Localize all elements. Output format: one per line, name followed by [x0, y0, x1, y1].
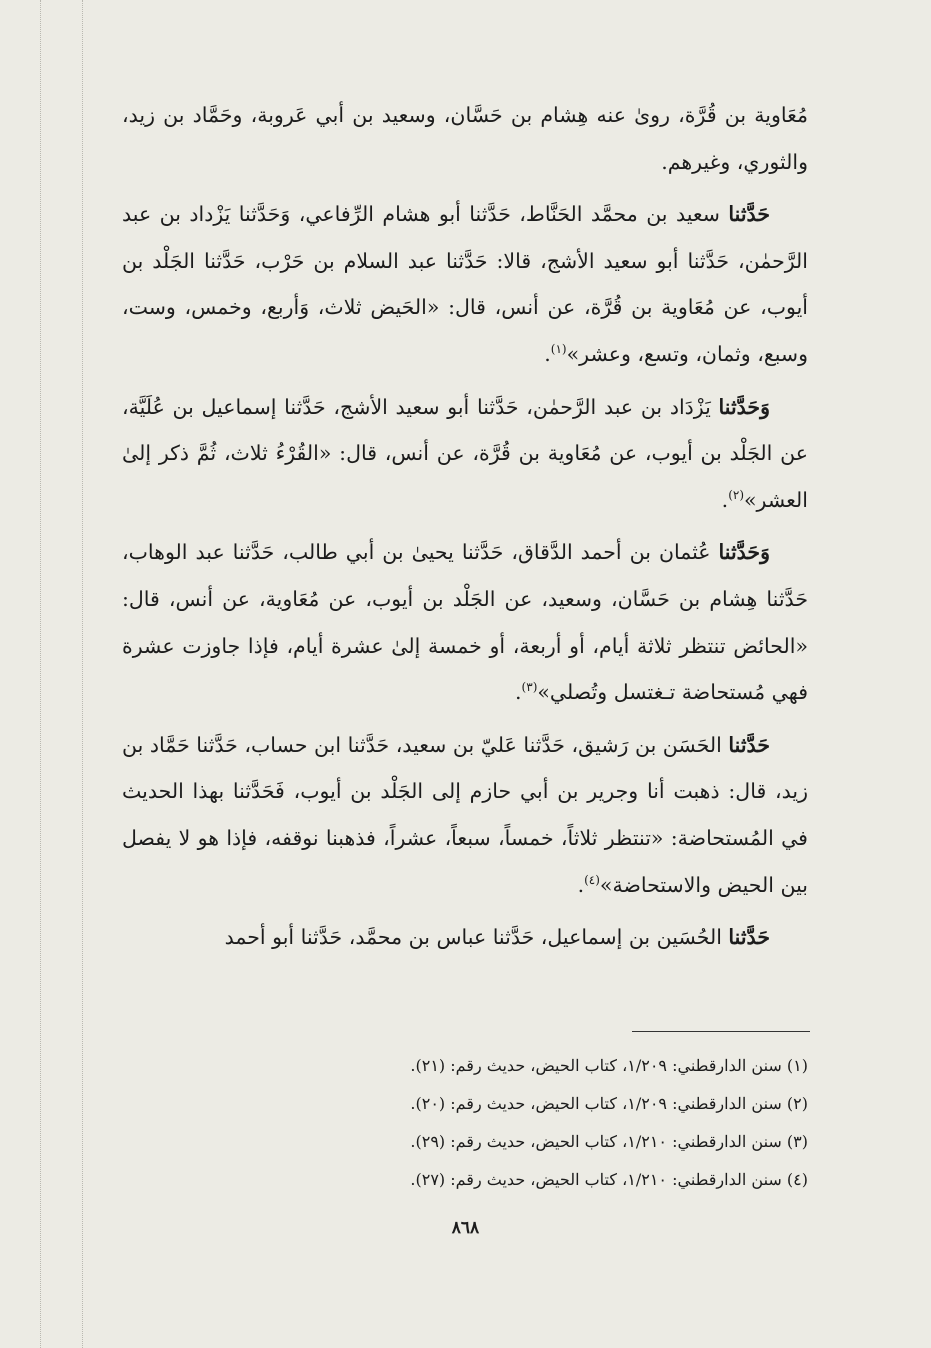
paragraph: وَحَدَّثنا يَزْدَاد بن عبد الرَّحمٰن، حَدَّثنا أبو سعيد الأشج، حَدَّثنا إسماعيل بن عُلَيَّة، عن الجَلْد بن أيوب، عن مُعَاوية بن قُرَّة، عن أنس، قال: «القُرْءُ ثلاث، ثُمَّ ذكر إلىٰ العشر»$^{(٢)}$.: [122, 394, 808, 512]
paragraph-text: الحُسَين بن إسماعيل، حَدَّثنا عباس بن محمَّد، حَدَّثنا أبو أحمد: [224, 925, 729, 950]
page-fold-line: [82, 0, 83, 1348]
paragraph-text: الحَسَن بن رَشيق، حَدَّثنا عَليّ بن سعيد، حَدَّثنا ابن حساب، حَدَّثنا حَمَّاد بن زيد، قال: ذهبت أنا وجرير بن أبي حازم إلى الجَلْد بن أيوب، فَحَدَّثنا بهذا الحديث في المُستحاضة: «تنتظر ثلاثاً، خمساً، سبعاً، عشراً، فذهبنا نوقفه، فإذا هو لا يفصل بين الحيض والاستحاضة»: [122, 732, 808, 897]
paragraph-lead: حَدَّثنا: [728, 925, 770, 950]
paragraph-lead: وَحَدَّثنا: [718, 394, 770, 419]
paragraph: [122, 914, 808, 961]
footnote-reference: (٤): [584, 872, 600, 887]
footnote-reference: (٣): [521, 680, 538, 695]
body-text: [122, 92, 808, 967]
footnote-reference: (١): [550, 342, 567, 357]
paragraph-lead: وَحَدَّثنا: [718, 540, 770, 565]
footnote-item: (١) سنن الدارقطني: ١/٢٠٩، كتاب الحيض، حديث رقم: (٢١).: [410, 1056, 808, 1075]
paragraph: حَدَّثنا سعيد بن محمَّد الحَنَّاط، حَدَّثنا أبو هشام الرِّفاعي، وَحَدَّثنا يَزْداد بن عبد الرَّحمٰن، حَدَّثنا أبو سعيد الأشج، قالا: حَدَّثنا عبد السلام بن حَرْب، حَدَّثنا الجَلْد بن أيوب، عن مُعَاوية بن قُرَّة، عن أنس، قال: «الحَيض ثلاث، وَأربع، وخمس، وست، وسبع، وثمان، وتسع، وعشر»$^{(١)}$.: [122, 202, 808, 366]
paragraph: حَدَّثنا الحَسَن بن رَشيق، حَدَّثنا عَليّ بن سعيد، حَدَّثنا ابن حساب، حَدَّثنا حَمَّاد بن زيد، قال: ذهبت أنا وجرير بن أبي حازم إلى الجَلْد بن أيوب، فَحَدَّثنا بهذا الحديث في المُستحاضة: «تنتظر ثلاثاً، خمساً، سبعاً، عشراً، فذهبنا نوقفه، فإذا هو لا يفصل بين الحيض والاستحاضة»$^{(٤)}$.: [122, 732, 808, 897]
paragraph-text: يَزْدَاد بن عبد الرَّحمٰن، حَدَّثنا أبو سعيد الأشج، حَدَّثنا إسماعيل بن عُلَيَّة، عن الجَلْد بن أيوب، عن مُعَاوية بن قُرَّة، عن أنس، قال: «القُرْءُ ثلاث، ثُمَّ ذكر إلىٰ العشر»: [122, 394, 808, 512]
footnote-item: (٤) سنن الدارقطني: ١/٢١٠، كتاب الحيض، حديث رقم: (٢٧).: [410, 1170, 808, 1189]
footnote-item: (٣) سنن الدارقطني: ١/٢١٠، كتاب الحيض، حديث رقم: (٢٩).: [410, 1132, 808, 1151]
footnote-item: (٢) سنن الدارقطني: ١/٢٠٩، كتاب الحيض، حديث رقم: (٢٠).: [410, 1094, 808, 1113]
paragraph-text: مُعَاوية بن قُرَّة، روىٰ عنه هِشام بن حَسَّان، وسعيد بن أبي عَروبة، وحَمَّاد بن زيد، والثوري، وغيرهم.: [122, 103, 808, 174]
paragraph-lead: حَدَّثنا: [728, 732, 770, 757]
page-number: ٨٦٨: [451, 1218, 480, 1238]
paragraph-text: سعيد بن محمَّد الحَنَّاط، حَدَّثنا أبو هشام الرِّفاعي، وَحَدَّثنا يَزْداد بن عبد الرَّحمٰن، حَدَّثنا أبو سعيد الأشج، قالا: حَدَّثنا عبد السلام بن حَرْب، حَدَّثنا الجَلْد بن أيوب، عن مُعَاوية بن قُرَّة، عن أنس، قال: «الحَيض ثلاث، وَأربع، وخمس، وست، وسبع، وثمان، وتسع، وعشر»: [122, 202, 808, 366]
paragraph: وَحَدَّثنا عُثمان بن أحمد الدَّقاق، حَدَّثنا يحيىٰ بن أبي طالب، حَدَّثنا عبد الوهاب، حَدَّثنا هِشام بن حَسَّان، وسعيد، عن الجَلْد بن أيوب، عن مُعَاوية، عن أنس، قال: «الحائض تنتظر ثلاثة أيام، أو أربعة، أو خمسة إلىٰ عشرة أيام، فإذا جاوزت عشرة فهي مُستحاضة تـغتسل وتُصلي»$^{(٣)}$.: [122, 540, 808, 705]
paragraph: [122, 92, 808, 185]
footnote-reference: (٢): [728, 487, 745, 502]
paragraph-text: عُثمان بن أحمد الدَّقاق، حَدَّثنا يحيىٰ بن أبي طالب، حَدَّثنا عبد الوهاب، حَدَّثنا هِشام بن حَسَّان، وسعيد، عن الجَلْد بن أيوب، عن مُعَاوية، عن أنس، قال: «الحائض تنتظر ثلاثة أيام، أو أربعة، أو خمسة إلىٰ عشرة أيام، فإذا جاوزت عشرة فهي مُستحاضة تـغتسل وتُصلي»: [122, 540, 808, 705]
page-fold-line: [40, 0, 41, 1348]
footnotes: [262, 1047, 808, 1199]
paragraph-lead: حَدَّثنا: [728, 202, 770, 227]
footnote-separator: [632, 1031, 810, 1032]
